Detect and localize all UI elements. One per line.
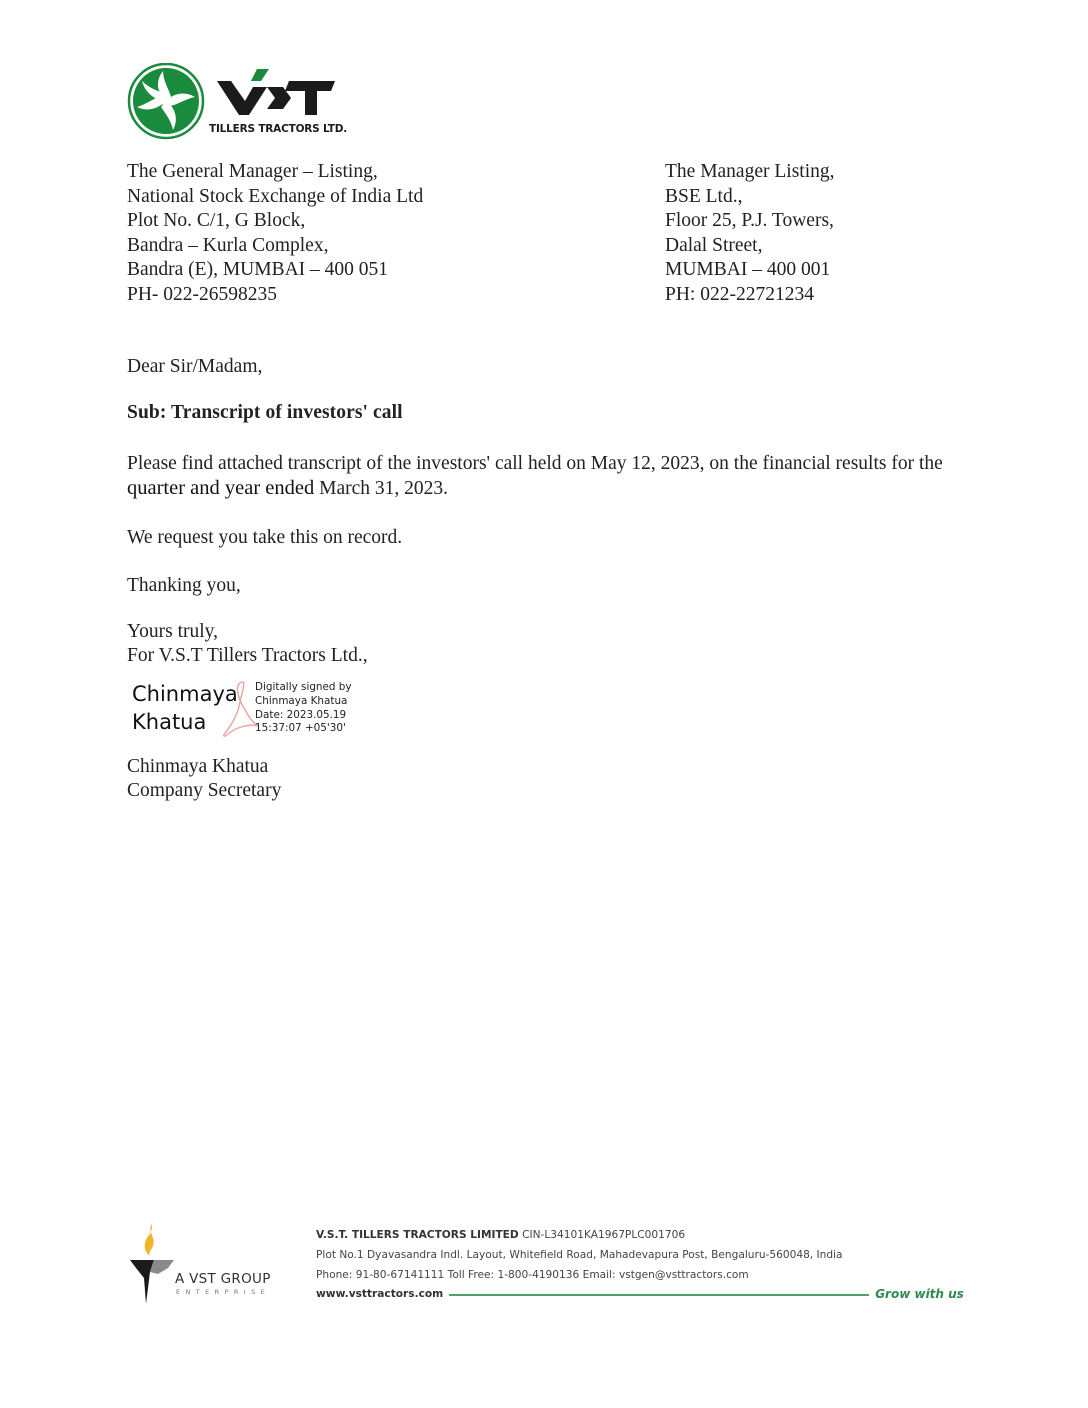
address-line: Plot No. C/1, G Block, <box>127 210 306 232</box>
footer-company-line <box>316 1226 964 1246</box>
group-name: A VST GROUP <box>175 1271 271 1287</box>
address-line: Dalal Street, <box>665 234 763 256</box>
signature-details <box>255 681 352 736</box>
footer-contact: Phone: 91-80-67141111 Toll Free: 1-800-4190136 Email: vstgen@vsttractors.com <box>316 1268 749 1281</box>
vst-wordmark-icon <box>217 65 337 121</box>
request-line: We request you take this on record. <box>127 527 403 548</box>
footer-website-link[interactable]: www.vsttractors.com <box>316 1288 444 1301</box>
recipient-nse-address <box>127 160 423 308</box>
address-line: PH- 022-26598235 <box>127 283 278 305</box>
footer-slogan: Grow with us <box>875 1287 964 1302</box>
address-line: National Stock Exchange of India Ltd <box>127 185 424 207</box>
paragraph-text-end: March 31, 2023. <box>314 478 449 499</box>
signatory-name: Chinmaya Khatua <box>127 756 269 777</box>
address-line: The General Manager – Listing, <box>127 161 378 182</box>
address-line: PH: 022-22721234 <box>665 283 814 305</box>
body-paragraph <box>127 451 967 501</box>
company-logo <box>127 63 357 143</box>
torch-icon <box>128 1222 178 1307</box>
address-line: BSE Ltd., <box>665 185 743 207</box>
vst-group-logo <box>128 1222 293 1307</box>
signature-detail-line: Digitally signed by <box>255 681 352 693</box>
address-line: The Manager Listing, <box>665 161 835 182</box>
signature-last-name: Khatua <box>132 710 207 734</box>
footer-address: Plot No.1 Dyavasandra Indl. Layout, Whitefield Road, Mahadevapura Post, Bengaluru-560048, India <box>316 1248 843 1261</box>
group-subtitle: ENTERPRISE <box>176 1288 271 1296</box>
signature-first-name: Chinmaya <box>132 682 238 706</box>
paragraph-emphasis: quarter and year ended <box>127 477 315 499</box>
for-company: For V.S.T Tillers Tractors Ltd., <box>127 645 368 666</box>
thanks-line: Thanking you, <box>127 575 241 596</box>
acrobat-signature-icon <box>220 678 260 740</box>
address-line: Floor 25, P.J. Towers, <box>665 210 834 232</box>
recipient-bse-address <box>665 160 835 308</box>
address-line: Bandra – Kurla Complex, <box>127 234 329 256</box>
fan-emblem-icon <box>127 63 207 141</box>
address-line: Bandra (E), MUMBAI – 400 051 <box>127 259 389 281</box>
footer-info <box>316 1226 964 1305</box>
signatory-block <box>127 755 281 803</box>
salutation: Dear Sir/Madam, <box>127 356 263 377</box>
signature-detail-line: Date: 2023.05.19 <box>255 708 347 721</box>
digital-signature[interactable] <box>130 678 370 742</box>
footer-divider <box>449 1294 869 1296</box>
footer-web-row <box>316 1285 964 1305</box>
closing-block <box>127 620 368 668</box>
paragraph-text: Please find attached transcript of the investors' call held on May 12, 2023, on the financial results for the <box>127 453 943 474</box>
signature-detail-line: Chinmaya Khatua <box>255 694 348 707</box>
subject-line: Sub: Transcript of investors' call <box>127 402 403 423</box>
footer-company: V.S.T. TILLERS TRACTORS LIMITED <box>316 1229 519 1241</box>
logo-tagline: TILLERS TRACTORS LTD. <box>209 123 348 135</box>
closing: Yours truly, <box>127 621 219 642</box>
signatory-title: Company Secretary <box>127 780 282 801</box>
footer-cin: CIN-L34101KA1967PLC001706 <box>522 1229 686 1241</box>
address-line: MUMBAI – 400 001 <box>665 259 831 281</box>
signature-detail-line: 15:37:07 +05'30' <box>255 722 346 735</box>
